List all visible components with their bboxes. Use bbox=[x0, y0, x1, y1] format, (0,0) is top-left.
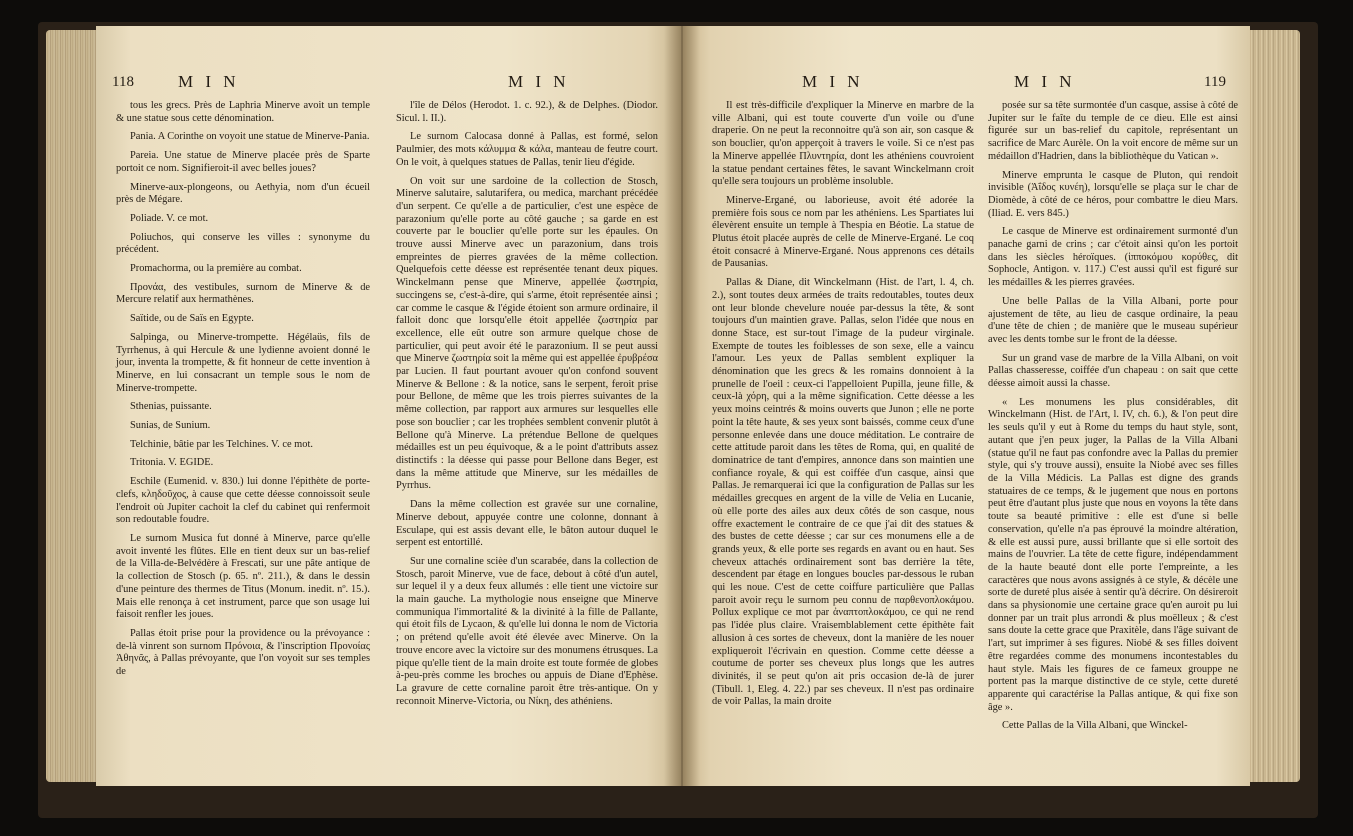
right-page-column-1 bbox=[712, 100, 974, 715]
running-header-right-2: M I N bbox=[1014, 72, 1076, 91]
paragraph: Eschile (Eumenid. v. 830.) lui donne l'épithète de porte-clefs, κληδοῦχος, à cause que cette déesse connoissoit seule l'endroit où Jupiter cachoit la clef du cabinet qui renfermoit son redoutable foudre. bbox=[116, 476, 370, 526]
paragraph: Une belle Pallas de la Villa Albani, porte pour ajustement de tête, au lieu de casque ordinaire, la peau d'une tête de chien ; de manière que le museau supérieur avec les dents tombe sur le front de la déesse. bbox=[988, 295, 1238, 345]
paragraph: Promachorma, ou la première au combat. bbox=[130, 263, 302, 275]
paragraph: « Les monumens les plus considérables, dit Winckelmann (Hist. de l'Art, l. IV, ch. 6.), & l'on peut dire les seuls qu'il y eut à Rome du temps du haut style, sont, autant que j'en peux juger, la Pallas de la Villa Albani (statue qu'il ne faut pas confondre avec la Pallas du premier style, qui s'y trouve aussi), ensuite la Niobé avec ses filles de la Villa Médicis. La Pallas est digne des grands statuaires de ce temps, & le jugement que nous en portons peut être d'autant plus juste que nous en voyons la tête dans toute sa beauté primitive : elle est d'une si belle conservation, qu'elle n'a pas éprouvé la moindre altération, & elle est aussi pure, aussi brillante que si elle sortoit des mains de l'ouvrier. La tête de cette figure, indépendamment de la haute beauté dont elle porte l'empreinte, a les caractères que nous avons assignés à ce style, & décèle une sorte de dureté plus aisée à sentir qu'à décrire. On désireroit dans sa physionomie une certaine grace qu'en auroit pu lui donner par un trait plus arrondi & plus moëlleux ; & c'est sans doute la cette grace que Praxitèle, dans l'âge suivant de l'art, sut imprimer à ses figures. Niobé & ses filles doivent être regardées comme des monumens incontestables du haut style. Mais les figures de ce fameux grouppe ne portent pas la marque distinctive de ce style, cette dureté apparente qui caractérise la Pallas antique, & qui fixe son âge ». bbox=[988, 396, 1238, 713]
paragraph: Tritonia. V. EGIDE. bbox=[130, 457, 214, 469]
left-page-column-1 bbox=[116, 100, 370, 685]
page-number-left: 118 bbox=[112, 74, 134, 90]
running-header-left-1: M I N bbox=[178, 72, 240, 91]
paragraph: Sthenias, puissante. bbox=[130, 401, 212, 413]
paragraph: Saïtide, ou de Saïs en Egypte. bbox=[130, 313, 254, 325]
paragraph: Pania. A Corinthe on voyoit une statue de Minerve-Pania. bbox=[130, 131, 370, 143]
paragraph: Minerve emprunta le casque de Pluton, qui rendoit invisible (Ἀΐδος κυνέη), lorsqu'elle se plaça sur le char de Diomède, à côté de ce héros, pour combattre le dieu Mars. (Iliad. E. vers 845.) bbox=[988, 169, 1238, 219]
paragraph: Cette Pallas de la Villa Albani, que Winckel- bbox=[1002, 720, 1188, 732]
paragraph: Sur une cornaline scièe d'un scarabée, dans la collection de Stosch, paroit Minerve, vue de face, debout à côté d'un autel, sur lequel il y a deux feux allumés : elle tient une victoire sur la main gauche. La mythologie nous enseigne que Minerve communiqua l'immortalité & la divinité à la fille de Pallante, qui étoit fils de Lycaon, & qu'elle lui donna le nom de Victoria ; on prétend qu'elle avoit été élevée avec Minerve. On la trouve encore avec la victoire sur des monumens étrusques. La pique qu'elle tient de la main droite est toute formée de globes à-peu-près comme les broches ou appuis de Diane d'Ephèse. La gravure de cette cornaline paroit être très-antique. On y reconnoit Minerve-Victoria, ou Νίκη, des athéniens. bbox=[396, 555, 658, 707]
left-page bbox=[96, 26, 682, 786]
left-page-edges bbox=[46, 30, 100, 782]
paragraph: Minerve-aux-plongeons, ou Aethyia, nom d'un écueil près de Mégare. bbox=[116, 181, 370, 206]
page-number-right: 119 bbox=[1204, 74, 1226, 90]
paragraph: Sur un grand vase de marbre de la Villa Albani, on voit Pallas chasseresse, coiffée d'un chapeau : on sait que cette déesse aimoit aussi la chasse. bbox=[988, 352, 1238, 390]
paragraph: posée sur sa tête surmontée d'un casque, assise à côté de Jupiter sur le faîte du temple de ce dieu. Elle est ainsi figurée sur un bas-relief du capitole, représentant un sacrifice de Marc Aurèle. On la voit encore de même sur un médaillon d'Hadrien, dans la bibliothèque du Vatican ». bbox=[988, 100, 1238, 162]
paragraph: Salpinga, ou Minerve-trompette. Hégélaüs, fils de Tyrrhenus, à qui Hercule & une lydienne avoient donné le jour, inventa la trompette, & fit honneur de cette invention à Minerve, en lui consacrant un temple sous le nom de Minerve-trompette. bbox=[116, 331, 370, 394]
paragraph: Pallas & Diane, dit Winckelmann (Hist. de l'art, l. 4, ch. 2.), sont toutes deux armées de traits redoutables, toutes deux ont leur blonde chevelure nouée par-dessus la tête, & sont toujours d'un maintien grave. Pallas, selon l'idée que nous en donne Stace, est sur-tout l'image de la pudeur virginale. Exempte de toutes les foiblesses de son sexe, elle a vaincu l'amour. Les yeux de Pallas semblent expliquer la dénomination que les grecs & les romains donnoient à la prunelle de l'oeil : ceux-ci l'appelloient Pupilla, jeune fille, & ceux-là χόρη, qui a la même signification. Cette déesse a les yeux moins ceintrés & moins ouverts que Junon ; elle ne porte point la tête haute, & ses yeux sont baissés, comme ceux d'une personne enlevée dans une douce méditation. Le contraire de cette attitude paroit dans les têtes de Roma, qui, en qualité de dominatrice de tant d'empires, annonce dans son maintien une confiance royale, & qui est coiffée d'un casque, ainsi que Pallas. Je remarquerai ici que la configuration de Pallas sur les médailles grecques en argent de la ville de Velia en Lucanie, où elle porte des ailes aux deux côtés de son casque, nous offre exactement le contraire de ce que j'ai dit des statues & des bustes de cette déesse ; car sur ces monumens elle a de grands yeux, & elle porte ses regards en avant ou en haut. Ses cheveux attachés ordinairement sont bas derrière la tête, descendent par étage en longues boucles par-dessous le ruban qui les noue. C'est de cette coiffure particulière que Pallas paroit avoir reçu le surnom peu connu de παρθενοπλοκάμου. Pollux explique ce mot par ἀναπτοπλοκάμου, ce qui ne rend pas l'idée plus claire. Vraisemblablement cette épithète fait allusion à ces sortes de cheveux, dont la manière de les nouer expliqueroit l'écrivain en question. Comme cette déesse a coutume de porter ses cheveux plus longs que les autres divinités, il se peut qu'on ait pris occasion de-là de jurer (Tibull. 1, Eleg. 4. 22.) par ses cheveux. Il n'est pas ordinaire de voir Pallas, la main droite bbox=[712, 277, 974, 708]
paragraph: Sunias, de Sunium. bbox=[130, 420, 211, 432]
paragraph: Poliuchos, qui conserve les villes : synonyme du précédent. bbox=[116, 231, 370, 256]
paragraph: Pareia. Une statue de Minerve placée près de Sparte portoit ce nom. Signifieroit-il avec belles joues? bbox=[116, 150, 370, 174]
running-header-right-1: M I N bbox=[802, 72, 864, 91]
paragraph: Le surnom Musica fut donné à Minerve, parce qu'elle avoit inventé les flûtes. Elle en tient deux sur un bas-relief de la Villa-de-Belvédère à Frescati, sur une pâte antique de la collection de Stosch (p. 65. nº. 211.), & dans le dessin d'une peinture des thermes de Titus (Monum. inedit. nº. 15.). Mais elle renonça à cet instrument, parce que son usage lui faisoit renfler les joues. bbox=[116, 532, 370, 621]
book-gutter bbox=[664, 26, 700, 786]
paragraph: Le casque de Minerve est ordinairement surmonté d'un panache garni de crins ; car c'étoit ainsi qu'on les portoit dans les siècles héroïques. (ἱπποκόμου κορύθες, dit Sophocle, Antigon. v. 117.) C'est aussi qu'il est figuré sur les médailles & les pierres gravées. bbox=[988, 226, 1238, 289]
paragraph: Le surnom Calocasa donné à Pallas, est formé, selon Paulmier, des mots κάλυμμα & κάλα, manteau de feutre court. On le voit, à quelques statues de Pallas, tenir lieu d'égide. bbox=[396, 131, 658, 168]
right-page bbox=[682, 26, 1250, 786]
paragraph: Telchinie, bâtie par les Telchines. V. ce mot. bbox=[130, 438, 313, 450]
paragraph: On voit sur une sardoine de la collection de Stosch, Minerve salutaire, salutarifera, ou medica, marchant précédée d'un serpent. Ce qu'elle a de particulier, c'est une espèce de parazonium qu'elle porte au côté gauche ; sa garde en est couverte par le bouclier qu'elle porte sur les épaules. On trouve aussi Minerve avec un parazonium, dans trois empreintes de pierres gravées de la même collection. Quelquefois cette déesse est représentée tenant deux piques. Winckelmann pense que Minerve, appellée ζωστηρία, succingens se, c'est-à-dire, qui s'arme, étoit représentée ainsi ; car comme le casque & l'égide étoient son armure ordinaire, il falloit donc que lorsqu'elle étoit appellée ζωστηρία par excellence, elle eût outre son armure quelque chose de particulier, qui peut avoir été le parazonium. Il se peut aussi que Minerve ζωστηρία soit la même qui est appellée ἐρυβρέσα par Lucien. Il faut pourtant avouer qu'on confond souvent Minerve & Bellone : & la notice, sans le serpent, feroit prise pour Bellone, de même que les trois pierres suivantes de la même collection, par rapport aux armures sur lesquelles elle pose son bouclier ; car les trophées semblent convenir plutôt à Bellone qu'à Minerve. La prétendue Bellone de quelques médailles est un peu équivoque, & a le point d'attributs assez distinctifs : la déesse qui passe pour Bellone dans Beger, est dans la même attitude que Minerve, sur les médailles de Pyrrhus. bbox=[396, 175, 658, 492]
paragraph: Poliade. V. ce mot. bbox=[130, 212, 209, 224]
left-page-column-2 bbox=[396, 100, 658, 714]
paragraph: l'île de Délos (Herodot. 1. c. 92.), & de Delphes. (Diodor. Sicul. l. II.). bbox=[396, 100, 658, 124]
paragraph: Minerve-Ergané, ou laborieuse, avoit été adorée la première fois sous ce nom par les athéniens. Les Spartiates lui élevèrent ensuite un temple à Thespia en Béotie. La statue de Plutus étoit placée auprès de celle de Minerve-Ergané. Le coq étoit consacré à Minerve-Ergané. Nous apprenons ces détails de Pausanias. bbox=[712, 194, 974, 270]
right-page-column-2 bbox=[988, 100, 1238, 739]
paragraph: Προνάα, des vestibules, surnom de Minerve & de Mercure relatif aux hermathènes. bbox=[116, 281, 370, 306]
paragraph: Dans la même collection est gravée sur une cornaline, Minerve debout, appuyée contre une colonne, donnant à Esculape, qui est assis devant elle, le bâton autour duquel le serpent est entortillé. bbox=[396, 499, 658, 549]
paragraph: Il est très-difficile d'expliquer la Minerve en marbre de la ville Albani, qui est toute couverte d'un voile ou d'une draperie. On ne peut la reconnoitre qu'à son air, son casque & son bouclier, qu'on apperçoit à travers le voile. Si ce n'est pas la Minerve appellée Πλυντηρία, dont les athéniens couvroient la statue pendant certaines fêtes, le savant Winckelmann croit qu'elle sera toujours un problème insoluble. bbox=[712, 100, 974, 188]
paragraph: Pallas étoit prise pour la providence ou la prévoyance : de-là vinrent son surnom Πρόνοια, & l'inscription Προνοίας Ἀθηνᾶς, à Pallas prévoyante, que l'on voyoit sur ses temples de bbox=[116, 627, 370, 678]
paragraph: tous les grecs. Près de Laphria Minerve avoit un temple & une statue sous cette dénomination. bbox=[116, 100, 370, 124]
running-header-left-2: M I N bbox=[508, 72, 570, 91]
